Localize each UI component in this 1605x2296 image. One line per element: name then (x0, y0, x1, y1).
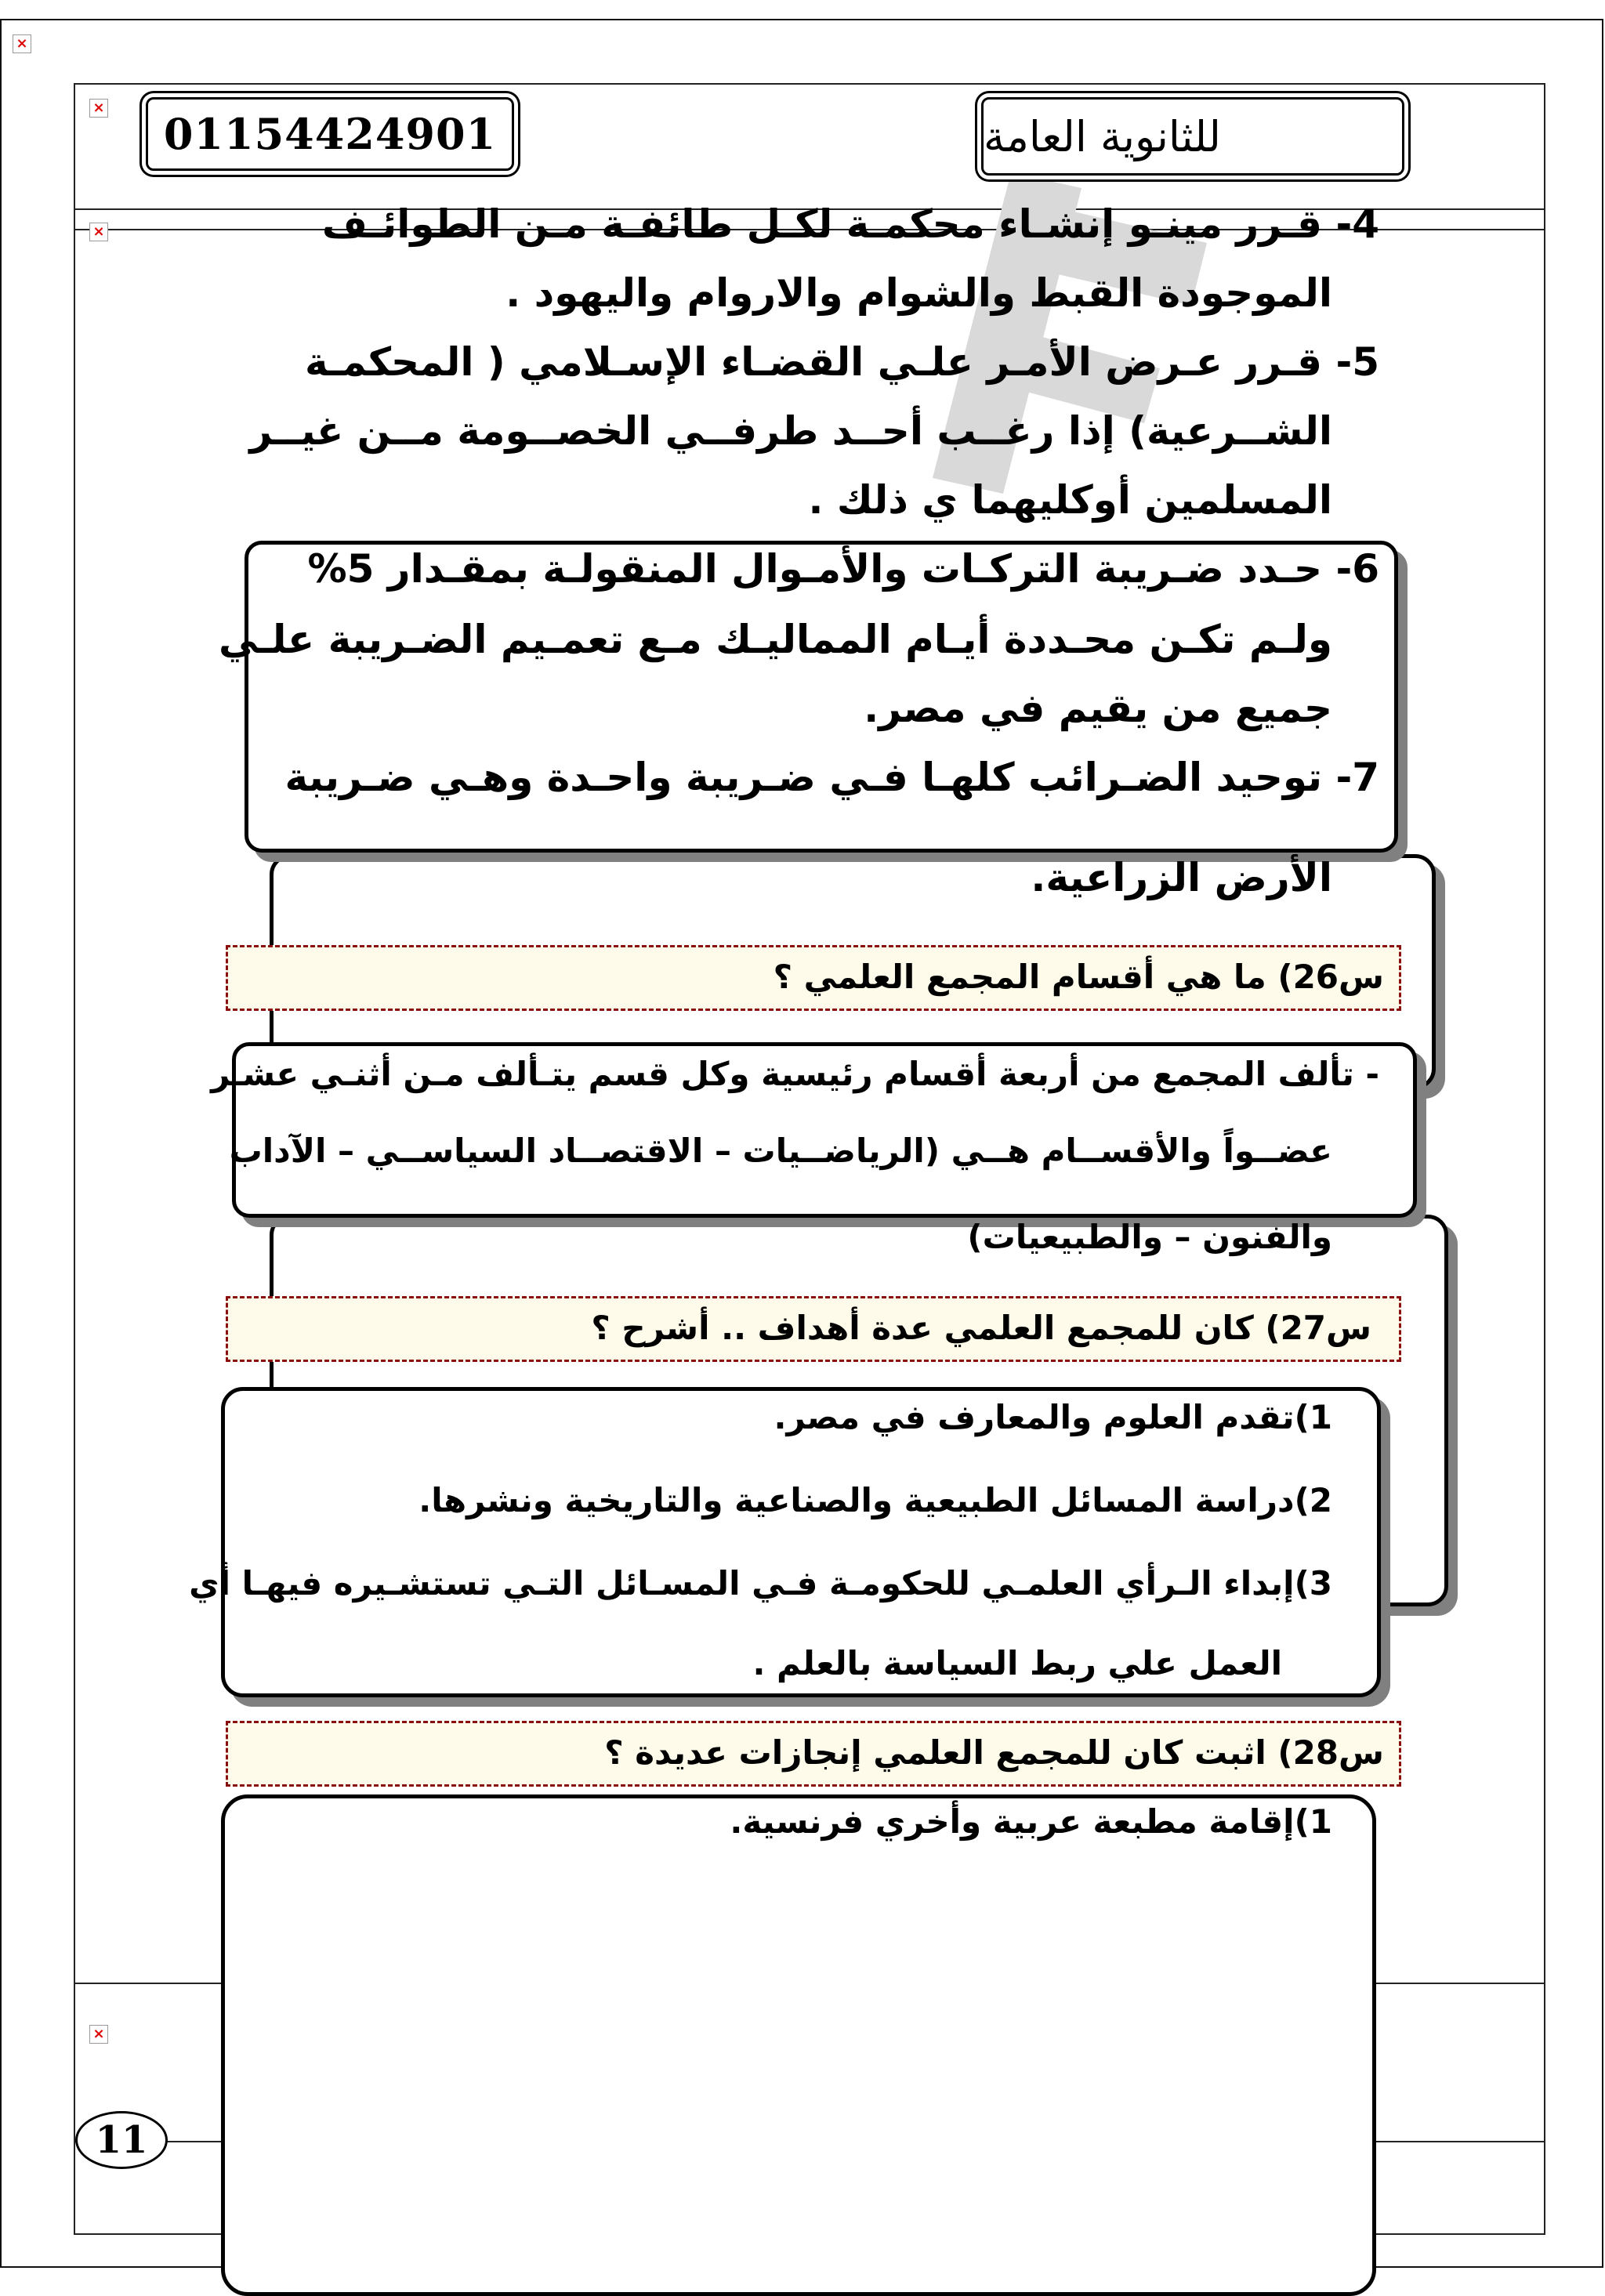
q27-answer-3-continuation: العمل علي ربط السياسة بالعلم . (752, 1644, 1282, 1682)
item-5-line-2: الشــرعية) إذا رغــب أحــد طرفــي الخصــومة مــن غيــر (249, 408, 1332, 454)
q26-answer-line-2: عضــواً والأقســام هــي (الرياضــيات – الاقتصــاد السياســي – الآداب (229, 1132, 1332, 1170)
q26-answer-line-1: - تألف المجمع من أربعة أقسام رئيسية وكل قسم يتـألف مـن أثنـي عشـر (211, 1055, 1379, 1093)
phone-number-box (146, 97, 514, 171)
broken-image-icon: × (89, 2025, 108, 2044)
q26-question: س26) ما هي أقسام المجمع العلمي ؟ (773, 958, 1384, 996)
broken-image-icon: × (13, 34, 31, 53)
phone-number: 01154424901 (163, 109, 497, 159)
q28-answer-frame (221, 1794, 1376, 2296)
item-7-line-1: 7- توحيد الضـرائب كلهـا فـي ضـريبة واحـدة وهـي ضـريبة (284, 755, 1379, 800)
item-4-line-1: 4- قـرر مينـو إنشـاء محكمـة لكـل طائفـة مـن الطوائـف (321, 201, 1379, 247)
item-4-line-2: الموجودة القبط والشوام والاروام واليهود . (505, 270, 1332, 316)
q27-answer-2: 2)دراسة المسائل الطبيعية والصناعية والتاريخية ونشرها. (418, 1481, 1332, 1519)
item-5-line-1: 5- قـرر عـرض الأمـر علـي القضـاء الإسـلامي ( المحكمـة (305, 339, 1379, 385)
q28-question: س28) اثبت كان للمجمع العلمي إنجازات عديدة ؟ (604, 1733, 1384, 1772)
page-number: 11 (75, 2111, 168, 2169)
q27-answer-3: 3)إبداء الـرأي العلمـي للحكومـة فـي المسـائل التـي تستشـيره فيهـا أي (189, 1564, 1332, 1602)
q27-question: س27) كان للمجمع العلمي عدة أهداف .. أشرح ؟ (591, 1309, 1371, 1347)
school-level-title: للثانوية العامة (984, 111, 1221, 161)
item-6-line-1: 6- حـدد ضـريبة التركـات والأمـوال المنقولـة بمقـدار 5% (307, 546, 1379, 592)
q26-answer-line-3: والفنون – والطبيعيات) (967, 1218, 1332, 1256)
item-7-line-2: الأرض الزراعية. (1031, 855, 1332, 900)
broken-image-icon: × (89, 223, 108, 241)
item-5-line-3: المسلمين أوكليهما ي ذلك . (808, 477, 1332, 523)
q27-answer-1: 1)تقدم العلوم والمعارف في مصر. (774, 1398, 1332, 1436)
item-6-line-3: جميع من يقيم في مصر. (864, 686, 1332, 731)
item-6-line-2: ولـم تكـن محـددة أيـام المماليـك مـع تعمـيم الضـريبة علـي (218, 617, 1332, 662)
q28-answer-1: 1)إقامة مطبعة عربية وأخري فرنسية. (730, 1802, 1332, 1841)
school-level-box (981, 97, 1404, 176)
broken-image-icon: × (89, 99, 108, 118)
